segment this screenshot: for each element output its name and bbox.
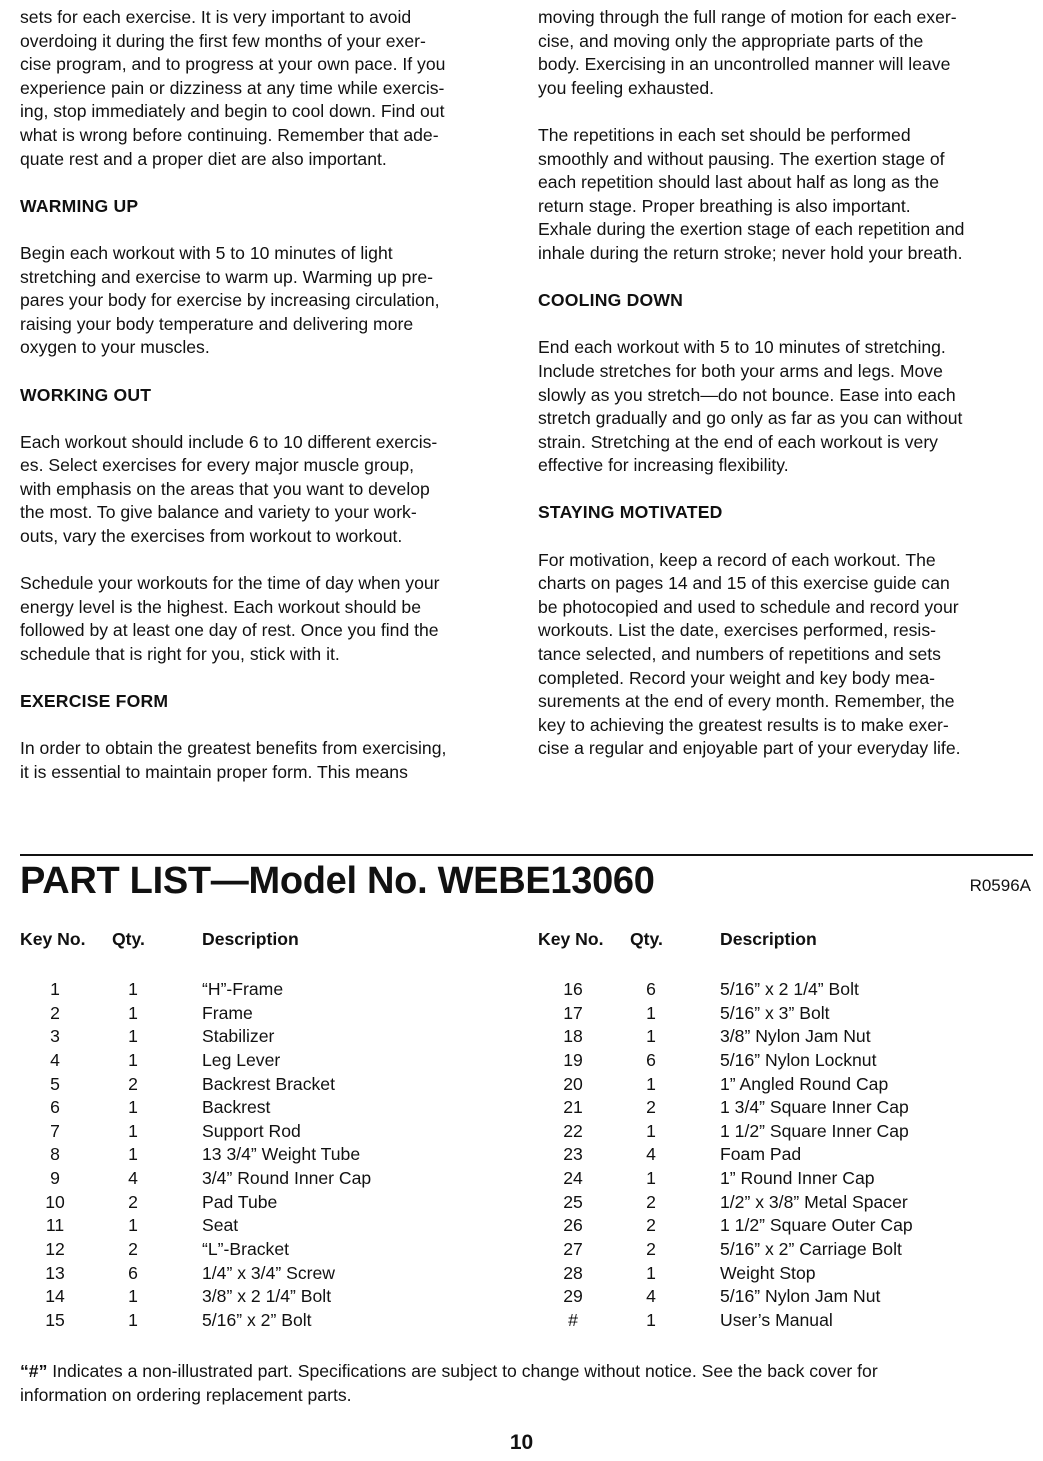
- text-line: energy level is the highest. Each workout should be: [20, 596, 421, 617]
- key-no-cell: 13: [45, 1262, 65, 1283]
- description-cell: 1/2” x 3/8” Metal Spacer: [720, 1191, 908, 1212]
- repetitions-paragraph: [538, 124, 1030, 266]
- qty-cell: 2: [646, 1191, 656, 1212]
- working-out-paragraph-2: [20, 572, 512, 666]
- text-line: experience pain or dizziness at any time while exercis-: [20, 77, 445, 98]
- text-line: Each workout should include 6 to 10 different exercis-: [20, 431, 438, 452]
- text-line: with emphasis on the areas that you want to develop: [20, 478, 430, 499]
- description-cell: 5/16” x 3” Bolt: [720, 1002, 830, 1023]
- text-line: effective for increasing flexibility.: [538, 455, 789, 476]
- description-cell: Frame: [202, 1002, 253, 1023]
- cooling-down-heading: COOLING DOWN: [538, 290, 684, 311]
- text-line: sets for each exercise. It is very important to avoid: [20, 7, 412, 27]
- text-line: charts on pages 14 and 15 of this exercise guide can: [538, 573, 950, 594]
- text-line: smoothly and without pausing. The exertion stage of: [538, 148, 945, 169]
- footnote-line: [20, 1359, 1020, 1383]
- qty-cell: 1: [128, 1309, 138, 1330]
- description-header: Description: [202, 929, 299, 949]
- key-no-cell: 22: [563, 1120, 583, 1141]
- text-line: pares your body for exercise by increasing circulation,: [20, 290, 440, 311]
- key-no-header: Key No.: [538, 929, 604, 949]
- key-no-cell: 17: [563, 1002, 583, 1023]
- text-line: outs, vary the exercises from workout to workout.: [20, 526, 403, 547]
- exercise-form-continued-paragraph: [538, 6, 1030, 100]
- qty-cell: 1: [646, 1120, 656, 1141]
- text-line: Schedule your workouts for the time of day when your: [20, 573, 440, 594]
- description-cell: 1 1/2” Square Outer Cap: [720, 1215, 913, 1236]
- key-no-cell: #: [568, 1309, 578, 1330]
- right-text-column: [538, 6, 1030, 761]
- description-cell: 5/16” Nylon Locknut: [720, 1049, 877, 1070]
- description-cell: 1” Round Inner Cap: [720, 1168, 875, 1189]
- text-line: For motivation, keep a record of each workout. The: [538, 549, 936, 570]
- text-line: raising your body temperature and delivering more: [20, 313, 414, 334]
- text-line: Begin each workout with 5 to 10 minutes of light: [20, 242, 393, 263]
- cooling-down-paragraph: [538, 336, 1030, 478]
- footnote-mark: “#”: [20, 1361, 48, 1381]
- description-cell: Seat: [202, 1215, 239, 1236]
- key-no-cell: 2: [50, 1002, 60, 1023]
- footnote: [20, 1359, 1020, 1407]
- text-line: Include stretches for both your arms and legs. Move: [538, 360, 943, 381]
- text-line: slowly as you stretch—do not bounce. Ease into each: [538, 384, 956, 405]
- qty-cell: 4: [646, 1144, 656, 1165]
- text-line: be photocopied and used to schedule and record your: [538, 596, 959, 617]
- intro-paragraph: [20, 6, 512, 171]
- key-no-cell: 19: [563, 1049, 583, 1070]
- qty-cell: 1: [646, 1309, 656, 1330]
- key-no-cell: 18: [563, 1026, 583, 1047]
- description-cell: Support Rod: [202, 1120, 301, 1141]
- key-no-cell: 11: [45, 1215, 65, 1236]
- description-cell: Backrest Bracket: [202, 1073, 335, 1094]
- qty-cell: 4: [646, 1286, 656, 1307]
- text-line: inhale during the return stroke; never hold your breath.: [538, 242, 963, 263]
- text-line: ing, stop immediately and begin to cool down. Find out: [20, 101, 445, 122]
- text-line: oxygen to your muscles.: [20, 337, 210, 358]
- qty-cell: 6: [128, 1262, 138, 1283]
- description-cell: Stabilizer: [202, 1026, 275, 1047]
- description-cell: 5/16” x 2 1/4” Bolt: [720, 979, 859, 999]
- description-cell: 1 1/2” Square Inner Cap: [720, 1120, 909, 1141]
- key-no-header: Key No.: [20, 929, 86, 949]
- key-no-cell: 4: [50, 1049, 60, 1070]
- qty-cell: 2: [128, 1239, 138, 1260]
- footnote-text: Indicates a non-illustrated part. Specifications are subject to change without notice. See the back cover for: [52, 1361, 878, 1381]
- part-list-code: R0596A: [969, 876, 1031, 895]
- qty-cell: 1: [128, 1215, 138, 1236]
- qty-header: Qty.: [112, 929, 145, 949]
- key-no-cell: 25: [563, 1191, 583, 1212]
- text-line: completed. Record your weight and key body mea-: [538, 667, 936, 688]
- warming-up-paragraph: [20, 242, 512, 360]
- description-cell: Pad Tube: [202, 1191, 278, 1212]
- qty-cell: 1: [646, 1262, 656, 1283]
- qty-cell: 1: [128, 1144, 138, 1165]
- text-line: return stage. Proper breathing is also important.: [538, 195, 911, 216]
- key-no-cell: 24: [563, 1168, 583, 1189]
- footnote-line: information on ordering replacement parts.: [20, 1385, 352, 1405]
- text-line: Exhale during the exertion stage of each repetition and: [538, 219, 965, 240]
- description-cell: 1/4” x 3/4” Screw: [202, 1262, 335, 1283]
- qty-cell: 1: [646, 1002, 656, 1023]
- staying-motivated-paragraph: [538, 549, 1030, 761]
- description-cell: “H”-Frame: [202, 979, 284, 999]
- description-cell: Leg Lever: [202, 1049, 281, 1070]
- text-line: overdoing it during the first few months of your exer-: [20, 30, 426, 51]
- qty-cell: 4: [128, 1168, 138, 1189]
- key-no-cell: 14: [45, 1286, 65, 1307]
- text-line: body. Exercising in an uncontrolled manner will leave: [538, 54, 951, 75]
- description-cell: Foam Pad: [720, 1144, 802, 1165]
- text-line: In order to obtain the greatest benefits from exercising,: [20, 738, 447, 759]
- part-list-title: PART LIST—Model No. WEBE13060: [20, 860, 655, 902]
- description-cell: 1 3/4” Square Inner Cap: [720, 1097, 909, 1118]
- text-line: it is essential to maintain proper form. This means: [20, 762, 408, 782]
- key-no-cell: 23: [563, 1144, 583, 1165]
- text-line: each repetition should last about half as long as the: [538, 172, 940, 193]
- key-no-cell: 28: [563, 1262, 583, 1283]
- text-line: stretch gradually and go only as far as you can without: [538, 408, 963, 429]
- description-cell: 3/4” Round Inner Cap: [202, 1168, 372, 1189]
- description-cell: “L”-Bracket: [202, 1239, 290, 1260]
- text-line: The repetitions in each set should be performed: [538, 124, 911, 145]
- text-line: schedule that is right for you, stick with it.: [20, 644, 340, 665]
- key-no-cell: 29: [563, 1286, 583, 1307]
- key-no-cell: 27: [563, 1239, 583, 1260]
- qty-cell: 1: [128, 1026, 138, 1047]
- key-no-cell: 20: [563, 1073, 583, 1094]
- text-line: the most. To give balance and variety to your work-: [20, 502, 417, 523]
- description-header: Description: [720, 929, 817, 949]
- staying-motivated-heading: STAYING MOTIVATED: [538, 502, 723, 523]
- key-no-cell: 7: [50, 1120, 60, 1141]
- description-cell: Backrest: [202, 1097, 271, 1118]
- qty-cell: 1: [128, 1049, 138, 1070]
- description-cell: Weight Stop: [720, 1262, 816, 1283]
- text-line: stretching and exercise to warm up. Warming up pre-: [20, 266, 433, 287]
- qty-cell: 6: [646, 1049, 656, 1070]
- description-cell: 3/8” Nylon Jam Nut: [720, 1026, 871, 1047]
- key-no-cell: 21: [563, 1097, 583, 1118]
- qty-cell: 6: [646, 979, 656, 999]
- description-cell: 5/16” Nylon Jam Nut: [720, 1286, 881, 1307]
- qty-cell: 2: [128, 1073, 138, 1094]
- key-no-cell: 16: [563, 979, 583, 999]
- description-cell: User’s Manual: [720, 1309, 833, 1330]
- working-out-heading: WORKING OUT: [20, 384, 152, 405]
- key-no-cell: 6: [50, 1097, 60, 1118]
- key-no-cell: 15: [45, 1309, 65, 1330]
- qty-cell: 1: [646, 1026, 656, 1047]
- qty-cell: 1: [128, 1286, 138, 1307]
- text-line: cise, and moving only the appropriate parts of the: [538, 30, 924, 51]
- qty-header: Qty.: [630, 929, 663, 949]
- qty-cell: 1: [646, 1168, 656, 1189]
- qty-cell: 2: [646, 1097, 656, 1118]
- warming-up-heading: WARMING UP: [20, 195, 139, 216]
- description-cell: 13 3/4” Weight Tube: [202, 1144, 361, 1165]
- qty-cell: 2: [646, 1215, 656, 1236]
- text-line: strain. Stretching at the end of each workout is very: [538, 431, 938, 452]
- key-no-cell: 10: [45, 1191, 65, 1212]
- exercise-form-heading: EXERCISE FORM: [20, 691, 169, 712]
- key-no-cell: 26: [563, 1215, 583, 1236]
- key-no-cell: 8: [50, 1144, 60, 1165]
- description-cell: 5/16” x 2” Bolt: [202, 1309, 312, 1330]
- key-no-cell: 12: [45, 1239, 65, 1260]
- qty-cell: 1: [128, 1097, 138, 1118]
- text-line: you feeling exhausted.: [538, 77, 715, 98]
- text-line: tance selected, and numbers of repetitions and sets: [538, 644, 941, 665]
- text-line: es. Select exercises for every major muscle group,: [20, 455, 415, 476]
- text-line: followed by at least one day of rest. Once you find the: [20, 620, 439, 641]
- key-no-cell: 9: [50, 1168, 60, 1189]
- text-line: what is wrong before continuing. Remember that ade-: [20, 124, 439, 145]
- text-line: End each workout with 5 to 10 minutes of stretching.: [538, 337, 946, 358]
- text-line: moving through the full range of motion for each exer-: [538, 7, 957, 27]
- text-line: cise program, and to progress at your own pace. If you: [20, 54, 446, 75]
- left-text-column: [20, 6, 512, 785]
- working-out-paragraph-1: [20, 431, 512, 549]
- qty-cell: 2: [646, 1239, 656, 1260]
- description-cell: 1” Angled Round Cap: [720, 1073, 889, 1094]
- qty-cell: 2: [128, 1191, 138, 1212]
- exercise-form-paragraph: [20, 737, 512, 784]
- description-cell: 5/16” x 2” Carriage Bolt: [720, 1239, 902, 1260]
- text-line: surements at the end of every month. Remember, the: [538, 691, 955, 712]
- text-line: key to achieving the greatest results is to make exer-: [538, 714, 949, 735]
- qty-cell: 1: [646, 1073, 656, 1094]
- qty-cell: 1: [128, 1120, 138, 1141]
- text-line: cise a regular and enjoyable part of your everyday life.: [538, 738, 961, 759]
- page-number: 10: [509, 1431, 534, 1454]
- key-no-cell: 5: [50, 1073, 60, 1094]
- qty-cell: 1: [128, 979, 138, 999]
- key-no-cell: 1: [50, 979, 60, 999]
- description-cell: 3/8” x 2 1/4” Bolt: [202, 1286, 332, 1307]
- qty-cell: 1: [128, 1002, 138, 1023]
- text-line: workouts. List the date, exercises performed, resis-: [538, 620, 936, 641]
- key-no-cell: 3: [50, 1026, 60, 1047]
- text-line: quate rest and a proper diet are also important.: [20, 148, 387, 169]
